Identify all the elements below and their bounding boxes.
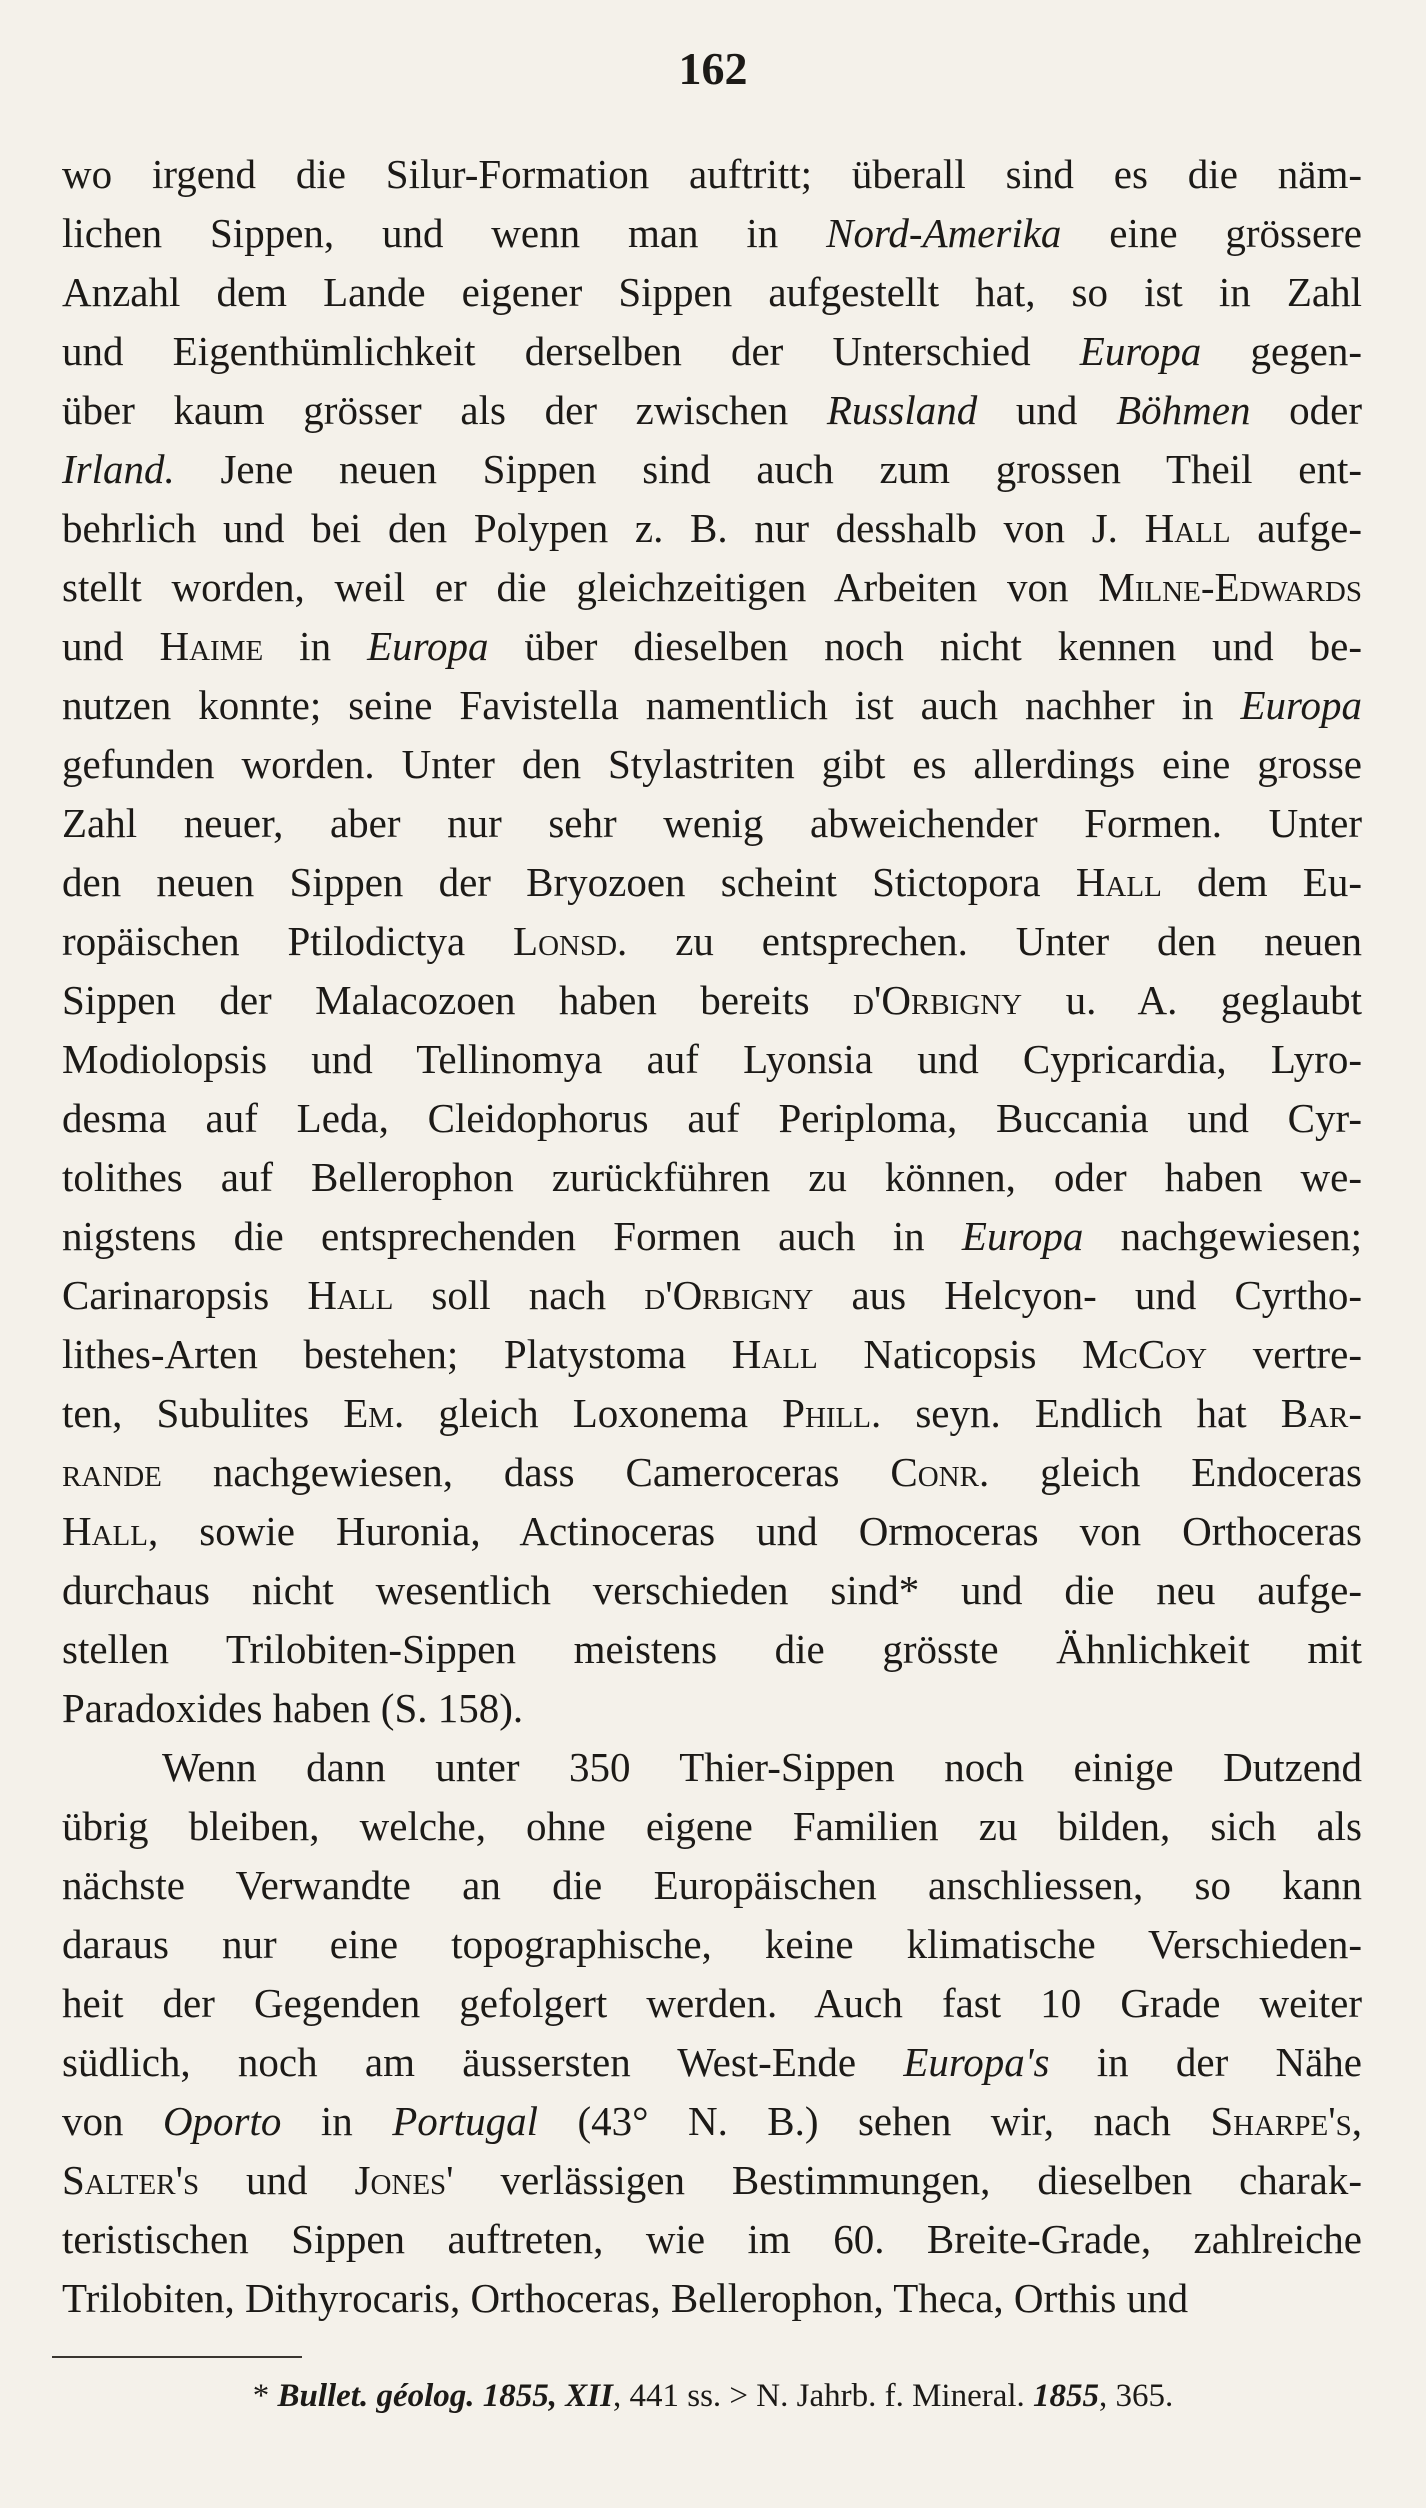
text-line: [62, 263, 1362, 322]
text-segment: Hall: [1144, 505, 1231, 551]
text-segment: Wenn dann unter 350 Thier-Sippen noch einige Dutzend: [162, 1744, 1362, 1790]
text-line: [62, 1207, 1362, 1266]
text-segment: oder: [1250, 387, 1362, 433]
text-segment: und: [199, 2157, 355, 2203]
text-line: [62, 1561, 1362, 1620]
text-segment: u. A. geglaubt: [1022, 977, 1362, 1023]
text-segment: in: [281, 2098, 393, 2144]
text-segment: Conr.: [890, 1449, 990, 1495]
text-line: [62, 2269, 1362, 2328]
text-segment: Europa: [1240, 682, 1362, 728]
text-segment: ropäischen Ptilodictya: [62, 918, 514, 964]
text-line: [62, 381, 1362, 440]
text-segment: Europa: [367, 623, 489, 669]
text-line: [62, 1384, 1362, 1443]
text-segment: ten, Subulites: [62, 1390, 344, 1436]
text-line: [62, 558, 1362, 617]
text-segment: und: [977, 387, 1117, 433]
text-segment: nachgewiesen;: [1083, 1213, 1362, 1259]
text-segment: tolithes auf Bellerophon zurückführen zu können, oder haben we-: [62, 1154, 1362, 1200]
text-segment: nutzen konnte; seine Favistella namentlich ist auch nachher in: [62, 682, 1241, 728]
text-segment: heit der Gegenden gefolgert werden. Auch fast 10 Grade weiter: [62, 1980, 1362, 2026]
text-segment: Europa's: [903, 2039, 1050, 2085]
text-line: [62, 1797, 1362, 1856]
text-segment: Modiolopsis und Tellinomya auf Lyonsia und Cypricardia, Lyro-: [62, 1036, 1362, 1082]
footnote: [0, 2378, 1426, 2415]
text-segment: Carinaropsis: [62, 1272, 308, 1318]
text-segment: Hall: [731, 1331, 818, 1377]
text-segment: südlich, noch am äussersten West-Ende: [62, 2039, 904, 2085]
text-line: [62, 1502, 1362, 1561]
text-segment: Naticopsis: [817, 1331, 1083, 1377]
text-segment: gleich Endoceras: [989, 1449, 1362, 1495]
text-segment: nächste Verwandte an die Europäischen anschliessen, so kann: [62, 1862, 1362, 1908]
text-line: [62, 499, 1362, 558]
text-segment: Jones': [354, 2157, 454, 2203]
text-segment: teristischen Sippen auftreten, wie im 60. Breite-Grade, zahlreiche: [62, 2216, 1362, 2262]
text-segment: zu entsprechen. Unter den neuen: [627, 918, 1362, 964]
text-line: [62, 1620, 1362, 1679]
main-text: [62, 145, 1362, 2328]
footnote-segment: , 441 ss. > N. Jahrb. f. Mineral.: [612, 2378, 1034, 2414]
text-segment: und Eigenthümlichkeit derselben der Unterschied: [62, 328, 1080, 374]
text-segment: aus Helcyon- und Cyrtho-: [813, 1272, 1362, 1318]
text-segment: Phill.: [782, 1390, 882, 1436]
text-line: [62, 676, 1362, 735]
text-segment: Em.: [343, 1390, 405, 1436]
text-segment: in: [263, 623, 368, 669]
text-segment: Salter's: [62, 2157, 200, 2203]
text-segment: vertre-: [1207, 1331, 1362, 1377]
text-segment: Böhmen: [1116, 387, 1251, 433]
text-segment: Anzahl dem Lande eigener Sippen aufgestellt hat, so ist in Zahl: [62, 269, 1362, 315]
text-segment: (43° N. B.) sehen wir, nach: [538, 2098, 1211, 2144]
text-segment: Jene neuen Sippen sind auch zum grossen Theil ent-: [174, 446, 1362, 492]
text-segment: ,: [1351, 2098, 1362, 2144]
text-segment: desma auf Leda, Cleidophorus auf Periploma, Buccania und Cyr-: [62, 1095, 1362, 1141]
text-line: [62, 1089, 1362, 1148]
text-line: [62, 1738, 1362, 1797]
text-segment: rande: [62, 1449, 162, 1495]
footnote-segment: *: [252, 2378, 278, 2414]
text-segment: Irland.: [62, 446, 175, 492]
text-segment: seyn. Endlich hat: [881, 1390, 1281, 1436]
text-line: [62, 1974, 1362, 2033]
text-segment: Haime: [159, 623, 264, 669]
text-line: [62, 912, 1362, 971]
text-segment: Paradoxides haben (S. 158).: [62, 1685, 524, 1731]
text-segment: lithes-Arten bestehen; Platystoma: [62, 1331, 732, 1377]
text-segment: gefunden worden. Unter den Stylastriten gibt es allerdings eine grosse: [62, 741, 1362, 787]
text-segment: Zahl neuer, aber nur sehr wenig abweichender Formen. Unter: [62, 800, 1362, 846]
text-segment: Hall: [1075, 859, 1162, 905]
text-segment: nachgewiesen, dass Cameroceras: [161, 1449, 891, 1495]
text-segment: verlässigen Bestimmungen, dieselben charak-: [453, 2157, 1363, 2203]
text-segment: eine grössere: [1061, 210, 1362, 256]
text-segment: über kaum grösser als der zwischen: [62, 387, 827, 433]
text-segment: d'Orbigny: [853, 977, 1023, 1023]
text-segment: von: [62, 2098, 163, 2144]
text-segment: gegen-: [1201, 328, 1362, 374]
text-segment: Sharpe's: [1210, 2098, 1352, 2144]
text-line: [62, 971, 1362, 1030]
text-segment: gleich Loxonema: [404, 1390, 783, 1436]
footnote-segment: 1855: [1033, 2378, 1100, 2414]
footnote-rule: [52, 2356, 302, 2358]
text-line: [62, 440, 1362, 499]
text-line: [62, 794, 1362, 853]
text-line: [62, 2092, 1362, 2151]
text-segment: Hall: [62, 1508, 148, 1554]
text-line: [62, 1915, 1362, 1974]
text-segment: nigstens die entsprechenden Formen auch in: [62, 1213, 962, 1259]
text-segment: behrlich und bei den Polypen z. B. nur desshalb von J.: [62, 505, 1145, 551]
text-line: [62, 1679, 1362, 1738]
text-line: [62, 2033, 1362, 2092]
text-line: [62, 735, 1362, 794]
text-segment: Europa: [961, 1213, 1084, 1259]
text-line: [62, 853, 1362, 912]
text-line: [62, 2151, 1362, 2210]
text-line: [62, 1030, 1362, 1089]
text-line: [62, 204, 1362, 263]
text-segment: Trilobiten, Dithyrocaris, Orthoceras, Bellerophon, Theca, Orthis und: [62, 2275, 1189, 2321]
text-segment: Milne-Edwards: [1098, 564, 1362, 610]
text-line: [62, 617, 1362, 676]
text-segment: Sippen der Malacozoen haben bereits: [62, 977, 853, 1023]
text-segment: in der Nähe: [1049, 2039, 1362, 2085]
text-segment: , sowie Huronia, Actinoceras und Ormoceras von Orthoceras: [147, 1508, 1362, 1554]
text-segment: Oporto: [162, 2098, 282, 2144]
text-line: [62, 1148, 1362, 1207]
page-number: 162: [678, 43, 748, 94]
text-segment: Nord-Amerika: [826, 210, 1062, 256]
text-segment: daraus nur eine topographische, keine klimatische Verschieden-: [62, 1921, 1362, 1967]
footnote-segment: , 365.: [1099, 2378, 1174, 2414]
text-segment: den neuen Sippen der Bryozoen scheint Stictopora: [62, 859, 1076, 905]
text-segment: wo irgend die Silur-Formation auftritt; überall sind es die näm-: [62, 151, 1362, 197]
text-segment: McCoy: [1082, 1331, 1208, 1377]
text-line: [62, 1443, 1362, 1502]
footnote-segment: Bullet. géolog. 1855, XII: [277, 2378, 613, 2414]
text-segment: soll nach: [393, 1272, 645, 1318]
text-segment: Portugal: [392, 2098, 539, 2144]
text-line: [62, 1266, 1362, 1325]
text-line: [62, 2210, 1362, 2269]
text-line: [62, 145, 1362, 204]
text-segment: aufge-: [1230, 505, 1362, 551]
text-segment: dem Eu-: [1161, 859, 1362, 905]
text-segment: stellen Trilobiten-Sippen meistens die grösste Ähnlichkeit mit: [62, 1626, 1362, 1672]
text-segment: über dieselben noch nicht kennen und be-: [488, 623, 1363, 669]
text-segment: lichen Sippen, und wenn man in: [62, 210, 827, 256]
text-segment: d'Orbigny: [644, 1272, 814, 1318]
text-segment: Europa: [1079, 328, 1202, 374]
text-segment: Hall: [307, 1272, 394, 1318]
text-segment: durchaus nicht wesentlich verschieden sind* und die neu aufge-: [62, 1567, 1362, 1613]
text-segment: und: [62, 623, 160, 669]
text-line: [62, 1856, 1362, 1915]
text-segment: Russland: [826, 387, 978, 433]
text-segment: Bar-: [1280, 1390, 1362, 1436]
text-segment: stellt worden, weil er die gleichzeitigen Arbeiten von: [62, 564, 1099, 610]
text-line: [62, 322, 1362, 381]
text-line: [62, 1325, 1362, 1384]
text-segment: übrig bleiben, welche, ohne eigene Familien zu bilden, sich als: [62, 1803, 1362, 1849]
text-segment: Lonsd.: [513, 918, 628, 964]
